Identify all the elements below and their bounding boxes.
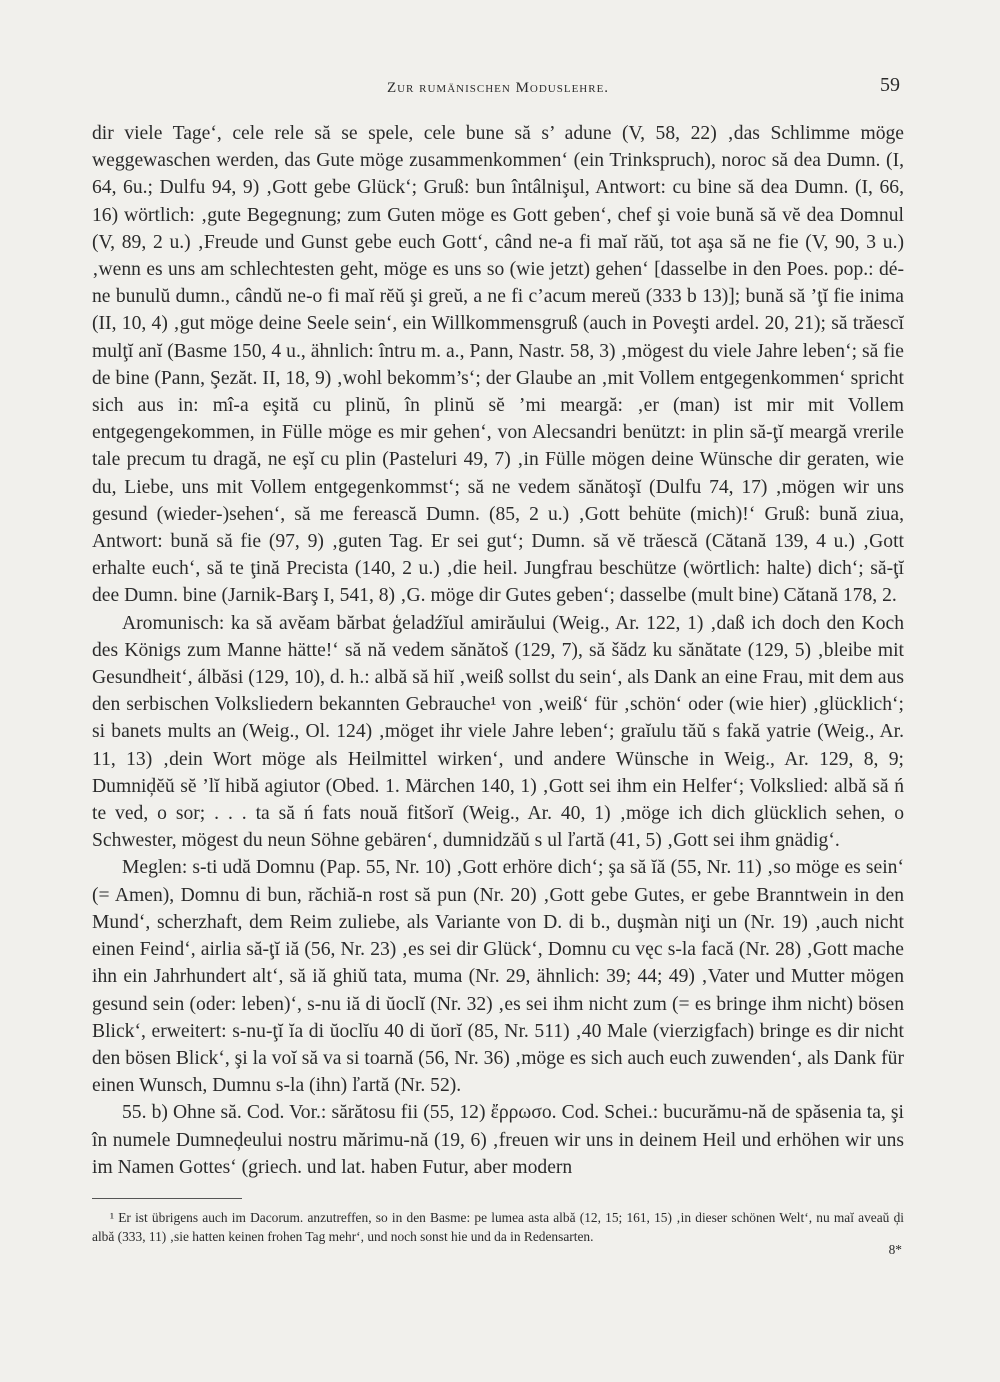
body-text bbox=[92, 120, 904, 1181]
signature-mark: 8* bbox=[888, 1242, 902, 1257]
page-number: 59 bbox=[880, 74, 900, 96]
paragraph-aromanian: Aromunisch: ka să avĕam bărbat ģeladźĭul amirăului (Weig., Ar. 122, 1) ‚daß ich doch den Koch des Königs zum Manne hätte!‘ să nă vedem sănătoš (129, 7), să šădz ku sănătate (129, 5) ‚bleibe mit Gesundheit‘, álbăsi (129, 10), d. h.: albă să hiĭ ‚weiß sollst du sein‘, als Dank an eine Frau, mit dem aus den serbischen Volksliedern bekannten Gebrauche¹ von ‚weiß‘ für ‚schön‘ oder (wie hier) ‚glücklich‘; si banets mults an (Weig., Ol. 124) ‚möget ihr viele Jahre leben‘; graĭulu tăŭ s fakă yatrie (Weig., Ar. 11, 13) ‚dein Wort möge als Heilmittel wirken‘, und andere Wünsche in Weig., Ar. 129, 8, 9; Dumniḑĕŭ sĕ ’lĭ hibă agiutor (Obed. 1. Märchen 140, 1) ‚Gott sei ihm ein Helfer‘; Volkslied: albă să ń te ved, o sor; . . . ta să ń fats nouă fitšorĭ (Weig., Ar. 40, 1) ‚möge ich dich glücklich sehen, o Schwester, mögest du neun Söhne gebären‘, dumnidzăŭ s ul ľartă (41, 5) ‚Gott sei ihm gnädig‘. bbox=[92, 612, 904, 852]
page-header bbox=[92, 74, 904, 104]
footnote-text: ¹ Er ist übrigens auch im Dacorum. anzutreffen, so in den Basme: pe lumea asta albă (12, 15; 161, 15) ‚in dieser schönen Welt‘, nu maĭ aveaŭ ḑi albă (333, 11) ‚sie hatten keinen frohen Tag mehr‘, und noch sonst hie und da in Redensarten. bbox=[92, 1210, 904, 1244]
paragraph-meglen: Meglen: s-ti udă Domnu (Pap. 55, Nr. 10) ‚Gott erhöre dich‘; şa să ĭă (55, Nr. 11) ‚so möge es sein‘ (= Amen), Domnu di bun, răchiă-n rost să pun (Nr. 20) ‚Gott gebe Gutes, er gebe Branntwein in den Mund‘, scherzhaft, dem Reim zuliebe, als Variante von D. di b., duşmàn niţi un (Nr. 19) ‚auch nicht einen Feind‘, airlia să-ţĭ iă (56, Nr. 23) ‚es sei dir Glück‘, Domnu cu vęc s-la facă (Nr. 28) ‚Gott mache ihn ein Jahrhundert alt‘, să iă ghiŭ tata, muma (Nr. 29, ähnlich: 39; 44; 49) ‚Vater und Mutter mögen gesund sein (oder: leben)‘, s-nu iă di ŭoclĭ (Nr. 32) ‚es sei ihm nicht zum (= es bringe ihm nicht) bösen Blick‘, erweitert: s-nu-ţĭ ĭa di ŭoclĭu 40 di ŭorĭ (85, Nr. 511) ‚40 Male (vierzigfach) bringe es dir nicht den bösen Blick‘, şi la voĭ să va si toarnă (56, Nr. 36) ‚möge es sich auch euch zuwenden‘, als Dank für einen Wunsch, Dumnu s-la (ihn) ľartă (Nr. 52). bbox=[92, 857, 904, 1097]
paragraph-section-55: 55. b) Ohne să. Cod. Vor.: sărătosu fii (55, 12) ἔρρωσο. Cod. Schei.: bucurămu-nă de spăsenia ta, şi în numele Dumneḑeului nostru mărimu-nă (19, 6) ‚freuen wir uns in deinem Heil und erhöhen wir uns im Namen Gottes‘ (griech. und lat. haben Futur, aber modern bbox=[92, 1102, 904, 1178]
paragraph-dacoromanian: dir viele Tage‘, cele rele să se spele, cele bune să s’ adune (V, 58, 22) ‚das Schlimme möge weggewaschen werden, das Gute möge zusammenkommen‘ (ein Trinkspruch), noroc să dea Dumn. (I, 64, 6u.; Dulfu 94, 9) ‚Gott gebe Glück‘; Gruß: bun întâlnişul, Antwort: cu bine să dea Dumn. (I, 66, 16) wörtlich: ‚gute Begegnung; zum Guten möge es Gott geben‘, chef şi voie bună să vĕ dea Domnul (V, 89, 2 u.) ‚Freude und Gunst gebe euch Gott‘, când ne-a fi maĭ răŭ, tot aşa să ne fie (V, 90, 3 u.) ‚wenn es uns am schlechtesten geht, möge es uns so (wie jetzt) gehen‘ [dasselbe in den Poes. pop.: dé-ne bunulŭ dumn., cândŭ ne-o fi maĭ rĕŭ şi greŭ, a ne fi c’acum mereŭ (333 b 13)]; bună să ’ţĭ fie inima (II, 10, 4) ‚gut möge deine Seele sein‘, ein Willkommensgruß (auch in Poveşti ardel. 20, 21); să trăescĭ mulţĭ anĭ (Basme 150, 4 u., ähnlich: întru m. a., Pann, Nastr. 58, 3) ‚mögest du viele Jahre leben‘; să fie de bine (Pann, Şezăt. II, 18, 9) ‚wohl bekomm’s‘; der Glaube an ‚mit Vollem entgegenkommen‘ spricht sich aus in: mî-a eşită cu plinŭ, în plinŭ sĕ ’mi meargă: ‚er (man) ist mir mit Vollem entgegengekommen, in Fülle möge es mir gehen‘, von Alecsandri benützt: in plin să-ţĭ meargă vrerile tale precum tu dragă, ne eşĭ cu plin (Pasteluri 49, 7) ‚in Fülle mögen deine Wünsche dir geraten, wie du, Liebe, uns mit Vollem entgegenkommst‘; să ne vedem sănătoşĭ (Dulfu 74, 17) ‚mögen wir uns gesund (wieder-)sehen‘, să me ferească Dumn. (85, 2 u.) ‚Gott behüte (mich)!‘ Gruß: bună ziua, Antwort: bună să fie (97, 9) ‚guten Tag. Er sei gut‘; Dumn. să vĕ trăescă (Cătană 139, 4 u.) ‚Gott erhalte euch‘, să te ţină Precista (140, 2 u.) ‚die heil. Jungfrau beschütze (wörtlich: halte) dich‘; să-ţĭ dee Dumn. bine (Jarnik-Barş I, 541, 8) ‚G. möge dir Gutes geben‘; dasselbe (mult bine) Cătană 178, 2. bbox=[92, 123, 904, 607]
running-title: Zur rumänischen Moduslehre. bbox=[386, 80, 610, 96]
footnote bbox=[92, 1208, 904, 1246]
footnote-divider bbox=[92, 1198, 242, 1199]
